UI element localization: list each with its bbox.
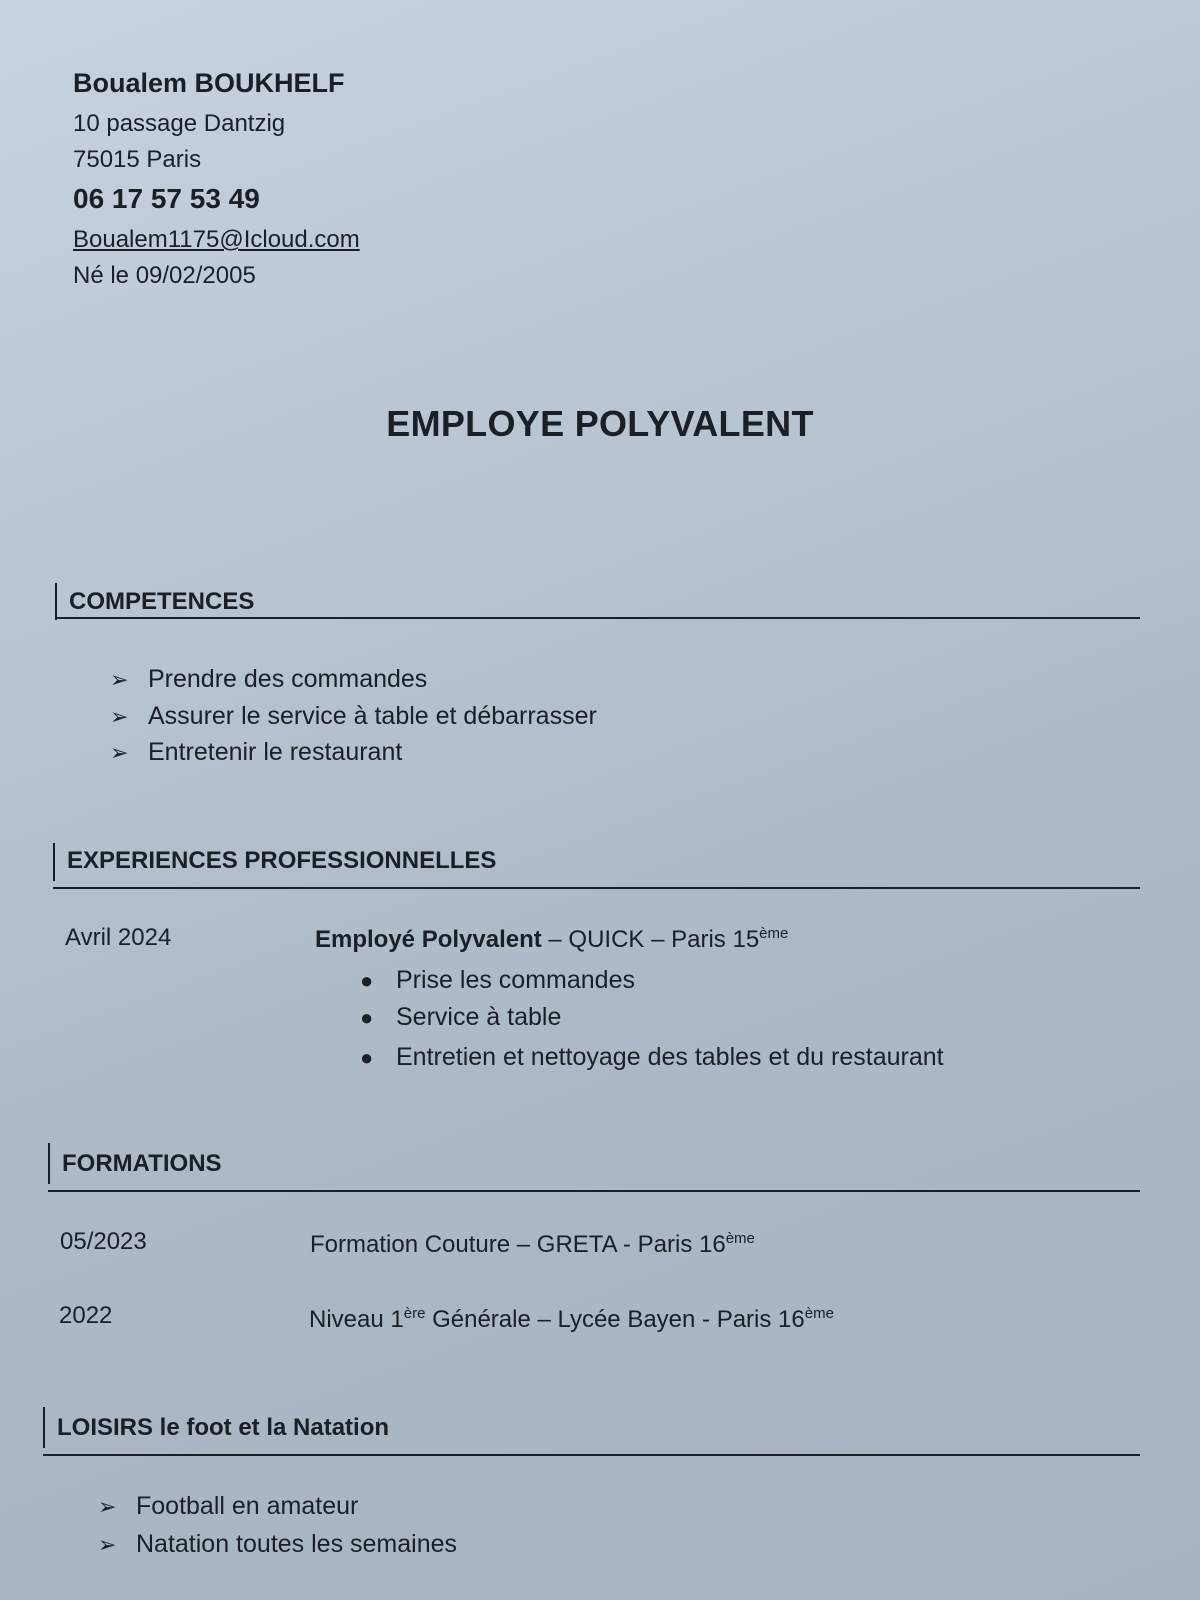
document-title: EMPLOYE POLYVALENT bbox=[386, 403, 814, 444]
arrow-bullet-icon: ➢ bbox=[98, 1494, 117, 1519]
experience-role: Employé Polyvalent bbox=[315, 926, 542, 953]
arrow-bullet-icon: ➢ bbox=[110, 740, 129, 765]
competences-heading: COMPETENCES bbox=[69, 588, 255, 615]
section-rule bbox=[55, 617, 1140, 619]
task-item: ● Service à table bbox=[360, 1003, 562, 1031]
task-item: ● Prise les commandes bbox=[360, 966, 635, 994]
section-rule bbox=[43, 1454, 1140, 1456]
formation-entry: Formation Couture – GRETA - Paris 16ème bbox=[310, 1230, 755, 1258]
section-bar bbox=[48, 1143, 50, 1184]
arrow-bullet-icon: ➢ bbox=[110, 704, 129, 729]
list-item: ➢ Assurer le service à table et débarrasser bbox=[110, 702, 597, 730]
formation-date: 2022 bbox=[59, 1302, 113, 1329]
section-bar bbox=[53, 843, 55, 881]
formation-date: 05/2023 bbox=[60, 1228, 147, 1255]
list-item: ➢ Entretenir le restaurant bbox=[110, 738, 403, 766]
experience-title: Employé Polyvalent – QUICK – Paris 15ème bbox=[315, 925, 789, 953]
experiences-heading: EXPERIENCES PROFESSIONNELLES bbox=[67, 847, 497, 874]
address-line2: 75015 Paris bbox=[73, 146, 202, 173]
dot-bullet-icon: ● bbox=[360, 1045, 374, 1070]
formation-entry: Niveau 1ère Générale – Lycée Bayen - Paris 16ème bbox=[309, 1305, 834, 1333]
list-item: ➢ Prendre des commandes bbox=[110, 665, 428, 693]
experience-date: Avril 2024 bbox=[65, 924, 172, 951]
section-rule bbox=[53, 887, 1140, 889]
address-line1: 10 passage Dantzig bbox=[73, 110, 286, 137]
candidate-name: Boualem BOUKHELF bbox=[73, 68, 345, 98]
email-link[interactable]: Boualem1175@Icloud.com bbox=[73, 226, 360, 253]
section-rule bbox=[48, 1190, 1140, 1192]
dot-bullet-icon: ● bbox=[360, 1005, 374, 1030]
section-bar bbox=[55, 583, 57, 620]
list-item: ➢ Natation toutes les semaines bbox=[98, 1530, 458, 1558]
dot-bullet-icon: ● bbox=[360, 968, 374, 993]
list-item: ➢ Football en amateur bbox=[98, 1492, 359, 1520]
birth-date: Né le 09/02/2005 bbox=[73, 262, 256, 289]
formations-heading: FORMATIONS bbox=[62, 1150, 222, 1177]
task-item: ● Entretien et nettoyage des tables et du restaurant bbox=[360, 1043, 944, 1071]
arrow-bullet-icon: ➢ bbox=[110, 667, 129, 692]
section-bar bbox=[43, 1407, 45, 1448]
loisirs-heading: LOISIRS le foot et la Natation bbox=[57, 1414, 390, 1441]
phone-number: 06 17 57 53 49 bbox=[73, 183, 260, 214]
arrow-bullet-icon: ➢ bbox=[98, 1532, 117, 1557]
